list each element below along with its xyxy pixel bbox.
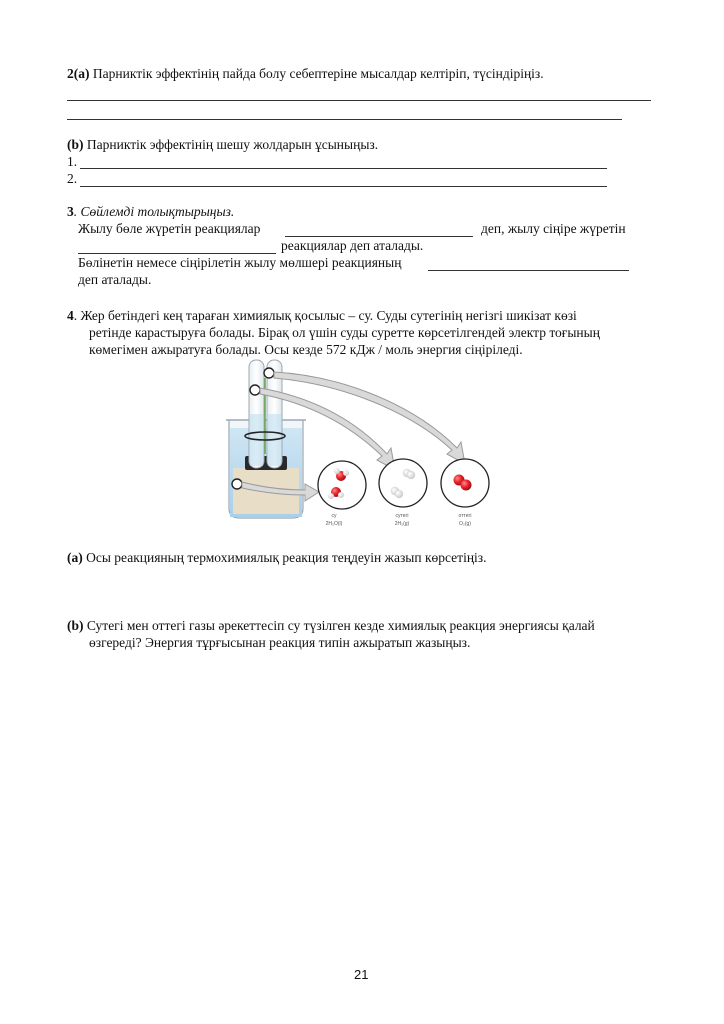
q3-line1-start: Жылу бөле жүретін реакциялар xyxy=(78,221,261,236)
q4-line-1 xyxy=(67,308,577,324)
q4-line-2: ретінде карастыруға болады. Бірақ ол үшін суды суретте көрсетілгендей электр тоғының xyxy=(89,325,600,340)
hydrogen-pointer xyxy=(250,385,260,395)
electrolysis-figure xyxy=(225,358,510,540)
q2b-item-2-label: 2. xyxy=(67,171,78,186)
water-pointer xyxy=(232,479,242,489)
q4a-number: (a) xyxy=(67,550,83,565)
q2a-prompt xyxy=(67,66,544,82)
q2a-answer-line-2[interactable] xyxy=(67,119,622,120)
hydrogen-molecule-circle xyxy=(379,459,427,507)
q4b-prompt xyxy=(67,618,595,634)
q2a-text: Парниктік эффектінің пайда болу себептеріне мысалдар келтіріп, түсіндіріңіз. xyxy=(92,66,544,81)
q4-text-1: . Жер бетіндегі кең тараған химиялық қосылыс – су. Суды сутегінің негізгі шикізат көзі xyxy=(73,308,577,323)
q4a-prompt xyxy=(67,550,487,566)
label-water-formula: 2H₂O(l) xyxy=(325,521,343,527)
q3-blank-endothermic[interactable] xyxy=(78,253,276,254)
beaker xyxy=(226,420,306,518)
q3-line3: Бөлінетін немесе сіңірілетін жылу мөлшері реакцияның xyxy=(78,255,402,270)
q2b-answer-line-2[interactable] xyxy=(80,186,607,187)
q4b-number: (b) xyxy=(67,618,84,633)
q2b-answer-line-1[interactable] xyxy=(80,168,607,169)
oxygen-pointer xyxy=(264,368,274,378)
q3-blank-thermal-effect[interactable] xyxy=(428,270,629,271)
q4a-text: Осы реакцияның термохимиялық реакция теңдеуін жазып көрсетіңіз. xyxy=(86,550,487,565)
q4-line-3: көмегімен ажыратуға болады. Осы кезде 572 кДж / моль энергия сіңіріледі. xyxy=(89,342,523,357)
q3-instruction: . Сөйлемді толықтырыңыз. xyxy=(73,204,235,219)
q3-line2: реакциялар деп аталады. xyxy=(281,238,424,253)
q2b-text: Парниктік эффектінің шешу жолдарын ұсыныңыз. xyxy=(86,137,379,152)
q2b-prompt xyxy=(67,137,378,153)
q4b-text-1: Сутегі мен оттегі газы әрекеттесіп су түзілген кезде химиялық реакция энергиясы қалай xyxy=(86,618,595,633)
q4b-text-2: өзгереді? Энергия тұрғысынан реакция типін ажыратып жазыңыз. xyxy=(89,635,471,650)
q3-line4: деп аталады. xyxy=(78,272,152,287)
q2a-answer-line-1[interactable] xyxy=(67,100,651,101)
q3-blank-exothermic[interactable] xyxy=(285,236,473,237)
page-number: 21 xyxy=(354,967,369,982)
water-molecule-circle xyxy=(318,461,366,509)
q2b-item-1-label: 1. xyxy=(67,154,78,169)
q2b-number: (b) xyxy=(67,137,84,152)
q3-number: 3 xyxy=(67,204,74,219)
q3-line1-end: деп, жылу сіңіре жүретін xyxy=(481,221,626,236)
label-water-name: су xyxy=(331,513,337,519)
label-hydrogen-formula: 2H₂(g) xyxy=(394,521,410,527)
oxygen-molecule-circle xyxy=(441,459,489,507)
q3-title xyxy=(67,204,234,220)
q2a-number: 2(a) xyxy=(67,66,90,81)
label-oxygen-name: оттегі xyxy=(458,513,472,519)
test-tube-left xyxy=(249,360,264,468)
label-oxygen-formula: O₂(g) xyxy=(459,521,471,527)
label-hydrogen-name: сутегі xyxy=(395,513,409,519)
q4-number: 4 xyxy=(67,308,74,323)
